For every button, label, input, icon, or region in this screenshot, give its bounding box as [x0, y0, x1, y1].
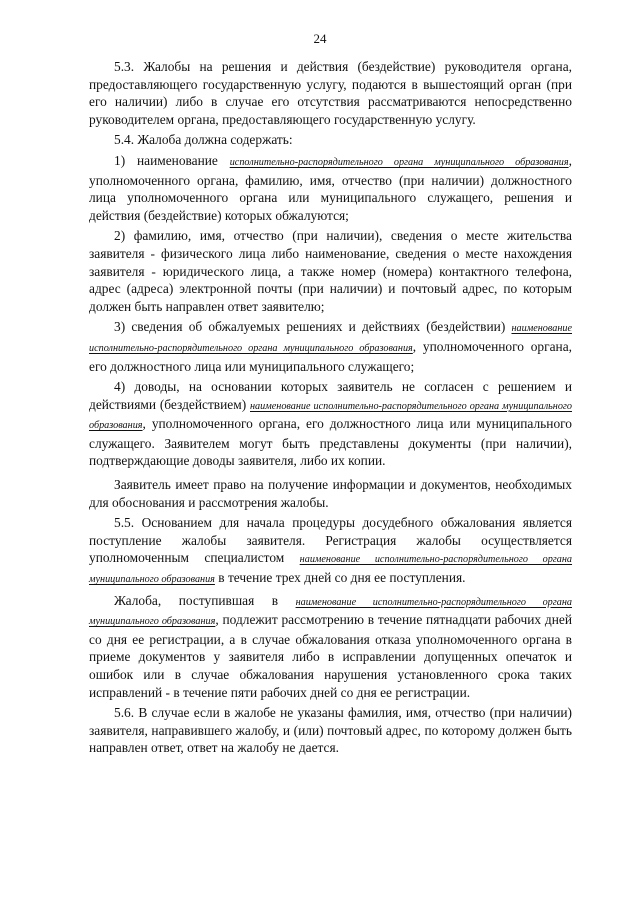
paragraph-text: в течение трех дней со дня ее поступления.	[214, 570, 466, 586]
paragraph-text: 2) фамилию, имя, отчество (при наличии), сведения о месте жительства заявителя - физического лица либо наименование, сведения о месте нахождения заявителя - юридического лица, а также номер (номера) контактного телефона, адрес (адреса) электронной почты (при наличии) и почтовый адрес, по которым должен быть направлен ответ заявителю;	[89, 228, 572, 314]
paragraph-text: , подлежит рассмотрению в течение пятнадцати рабочих дней со дня ее регистрации, а в случае обжалования отказа уполномоченного органа в приеме документов у заявителя либо в исправлении допущенных опечаток и ошибок или в случае обжалования нарушения установленного срока таких исправлений - в течение пяти рабочих дней со дня ее регистрации.	[89, 612, 572, 700]
paragraph-p54-4	[89, 378, 572, 470]
paragraph-text: 1) наименование	[114, 152, 230, 168]
paragraph-p54-3	[89, 318, 572, 375]
paragraph-text: , уполномоченного органа, фамилию, имя, отчество (при наличии) должностного лица уполномоченного органа или муниципального служащего, решения и действия (бездействие) которых обжалуются;	[89, 152, 572, 223]
placeholder-organ-name: исполнительно-распорядительного органа муниципального образования	[229, 156, 569, 168]
placeholder-organ-name: наименование исполнительно-распорядительного органа муниципального образования	[89, 323, 572, 354]
paragraph-p-right	[89, 476, 572, 511]
placeholder-organ-name: наименование исполнительно-распорядительного органа муниципального образования	[89, 554, 573, 586]
paragraph-text: , уполномоченного органа, его должностного лица или муниципального служащего. Заявителем могут быть представлены документы (при наличии), подтверждающие доводы заявителя, либо их копии.	[89, 416, 572, 469]
paragraph-text: 4) доводы, на основании которых заявитель не согласен с решением и действиями (бездействием)	[89, 379, 572, 412]
paragraph-text: 5.3. Жалобы на решения и действия (бездействие) руководителя органа, предоставляющего государственную услугу, подаются в вышестоящий орган (при его наличии) либо в случае его отсутствия рассматриваются непосредственно руководителем органа, предоставляющего государственную услугу.	[89, 59, 572, 127]
paragraph-text: Заявитель имеет право на получение информации и документов, необходимых для обоснования и рассмотрения жалобы.	[89, 477, 572, 510]
page-number: 24	[313, 31, 327, 46]
paragraph-text: Жалоба, поступившая в	[114, 592, 296, 608]
paragraph-p56	[89, 704, 572, 757]
placeholder-organ-name: наименование исполнительно-распорядительного органа муниципального образования	[89, 400, 572, 432]
paragraph-p55-2	[89, 592, 572, 702]
paragraph-text: 3) сведения об обжалуемых решениях и действиях (бездействии)	[114, 319, 512, 335]
paragraph-text: 5.4. Жалоба должна содержать:	[114, 132, 293, 148]
placeholder-organ-name: наименование исполнительно-распорядительного органа муниципального образования	[89, 596, 572, 628]
paragraph-text: , уполномоченного органа, его должностного лица или муниципального служащего;	[89, 338, 572, 374]
paragraph-p54-2	[89, 227, 572, 315]
paragraph-p54-1	[89, 152, 572, 224]
paragraph-p54	[89, 131, 572, 149]
paragraph-p53	[89, 58, 572, 128]
document-body	[89, 58, 572, 760]
paragraph-text: 5.6. В случае если в жалобе не указаны фамилия, имя, отчество (при наличии) заявителя, направившего жалобу, и (или) почтовый адрес, по которому должен быть направлен ответ, ответ на жалобу не дается.	[89, 705, 572, 756]
paragraph-text: 5.5. Основанием для начала процедуры досудебного обжалования является поступление жалобы заявителя. Регистрация жалобы осуществляется уполномоченным специалистом	[89, 515, 572, 566]
paragraph-p55	[89, 514, 572, 588]
